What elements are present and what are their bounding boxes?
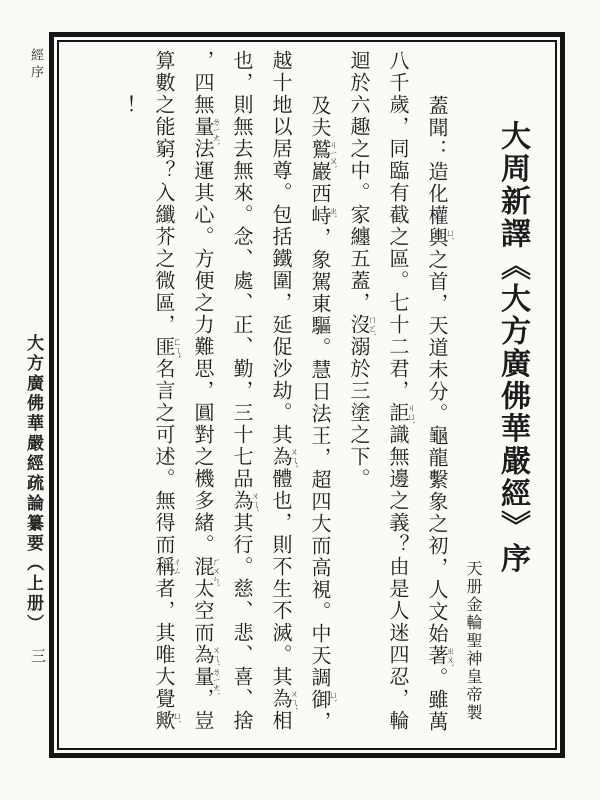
bopomofo-ruby: ㄨㄟˊ (289, 447, 299, 468)
bopomofo-ruby: ㄩˊ (172, 711, 182, 723)
bopomofo-ruby: ㄏㄨㄣˋ (211, 557, 221, 587)
bopomofo-ruby: ㄌㄧㄤˋ (211, 667, 221, 696)
bopomofo-ruby: ㄩˊ (445, 228, 455, 240)
bopomofo-ruby: ㄐㄩˋ (406, 403, 416, 424)
page-number: 三 (29, 648, 45, 663)
bopomofo-ruby: ㄔㄥ (172, 557, 182, 575)
border-frame (49, 32, 565, 758)
bopomofo-ruby: ㄓㄨˋ (445, 646, 455, 667)
margin-section-label: 經序 (29, 48, 44, 82)
sutra-preface-title: 大周新譯《大方廣佛華嚴經》序 (496, 120, 529, 575)
inner-border (57, 40, 557, 750)
bopomofo-ruby: ㄨㄟˊ (250, 491, 260, 512)
body-column-6: 也，則無去無來。念、處、正、勤，三十七品為 ㄨㄟˊ 其行。慈、悲、喜、捨 (230, 50, 260, 732)
bopomofo-ruby: ㄓˋ (328, 206, 338, 218)
bopomofo-ruby: ㄨㄟˊ (211, 645, 221, 666)
author-attribution: 天册金輪聖神皇帝製 (464, 560, 481, 722)
body-column-3: 迴於六趣之中。家纏五蓋，沒 ㄇㄛˋ 溺於三塗之下。 (347, 50, 377, 490)
bopomofo-ruby: ㄌㄧㄤˋ (211, 117, 221, 146)
bopomofo-ruby: ㄩˋ (328, 690, 338, 702)
bopomofo-ruby: ㄐㄧㄡˋ (328, 140, 338, 169)
bopomofo-ruby: ㄨㄟˊ (289, 689, 299, 710)
body-column-2: 八千歲，同臨有截之區。七十二君，詎 ㄐㄩˋ 識無邊之義？由是人迷四忍，輪 (386, 50, 416, 732)
body-column-4: 及夫鷲 ㄐㄧㄡˋ 巖西峙 ㄓˋ ，象駕東驅。慧日法王，超四大而高視。中天調御 ㄩˋ ， (308, 95, 338, 733)
text-content (59, 42, 555, 748)
body-column-5: 越十地以居尊。包括鐵圍，延促沙劫。其為 ㄨㄟˊ 體也，則不生不滅。其為 ㄨㄟˊ 相 (269, 50, 299, 732)
bopomofo-ruby: ㄇㄛˋ (367, 315, 377, 336)
body-column-8: 算數之能窮？入纖芥之微區，匪 ㄈㄟˇ 名言之可述。無得而稱 ㄔㄥ 者，其唯大覺歟 ㄩˊ (152, 50, 182, 732)
body-column-7: ，四無量 ㄌㄧㄤˋ 法運其心。方便之力難思，圓對之機多緒。混 ㄏㄨㄣˋ 太空而為 ㄨㄟˊ 量 ㄌㄧㄤˋ ，豈 (191, 50, 221, 732)
body-column-9: ！ (113, 95, 135, 117)
margin-book-title: 大方廣佛華嚴經疏論纂要（上册） (24, 334, 43, 634)
body-column-1: 蓋聞：造化權輿 ㄩˊ 之首，天道未分。龜龍繫象之初，人文始著 ㄓㄨˋ 。雖萬 (425, 95, 455, 733)
body-columns (111, 50, 455, 738)
bopomofo-ruby: ㄈㄟˇ (172, 337, 182, 358)
